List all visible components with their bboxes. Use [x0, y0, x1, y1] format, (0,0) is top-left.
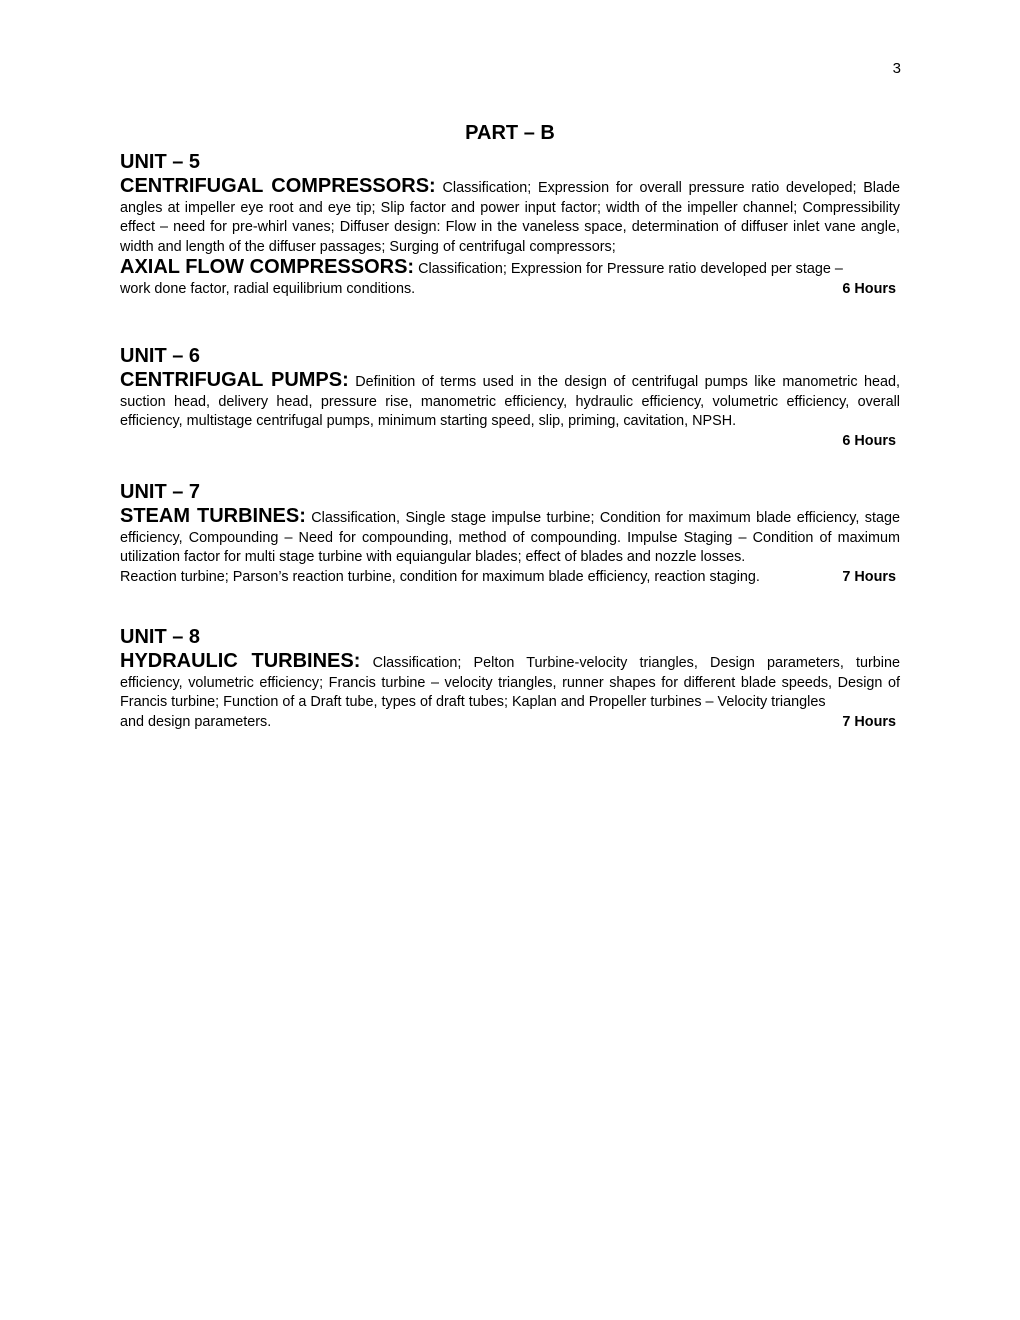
- unit-6-topic: CENTRIFUGAL PUMPS:: [120, 369, 349, 391]
- unit-6-section: [120, 344, 900, 452]
- unit-5-paragraph-2: [120, 257, 900, 280]
- unit-6-hours-row: [120, 432, 900, 452]
- unit-7-topic: STEAM TURBINES:: [120, 505, 306, 527]
- unit-5-last-line-text: work done factor, radial equilibrium conditions.: [120, 280, 416, 297]
- unit-6-paragraph: [120, 370, 900, 432]
- unit-8-heading: UNIT – 8: [120, 626, 201, 648]
- unit-5-heading: UNIT – 5: [120, 151, 201, 173]
- unit-5-paragraph-1: [120, 176, 900, 257]
- part-title: PART – B: [465, 122, 555, 144]
- unit-8-last-line-text: and design parameters.: [120, 713, 272, 730]
- unit-8-text: Classification; Pelton Turbine-velocity triangles, Design parameters, turbine efficiency, volumetric efficiency; Francis turbine – velocity triangles, runner shapes for different blade speeds, Design of Francis turbine; Function of a Draft tube, types of draft tubes; Kaplan and Propeller turbines – Velocity triangles: [120, 655, 901, 711]
- unit-8-section: [120, 625, 900, 733]
- unit-8-last-line: [120, 713, 900, 733]
- unit-7-section: [120, 480, 900, 588]
- unit-5-topic-1: CENTRIFUGAL COMPRESSORS:: [120, 175, 436, 197]
- unit-6-hours: 6 Hours: [842, 432, 896, 449]
- unit-5-text-2: Classification; Expression for Pressure ratio developed per stage –: [414, 261, 843, 278]
- unit-5-topic-2: AXIAL FLOW COMPRESSORS:: [120, 256, 415, 279]
- unit-7-hours: 7 Hours: [842, 568, 896, 585]
- unit-7-heading: UNIT – 7: [120, 481, 201, 503]
- unit-7-last-line-text: Reaction turbine; Parson’s reaction turbine, condition for maximum blade efficiency, reaction staging.: [120, 568, 760, 585]
- page-number: 3: [892, 60, 901, 77]
- unit-5-text-1: Classification; Expression for overall pressure ratio developed; Blade angles at impeller eye root and eye tip; Slip factor and power input factor; width of the impeller channel; Compressibility effect – need for pre-whirl vanes; Diffuser design: Flow in the vaneless space, determination of diffuser inlet vane angle, width and length of the diffuser passages; Surging of centrifugal compressors;: [120, 180, 901, 255]
- unit-6-heading: UNIT – 6: [120, 345, 201, 367]
- unit-8-hours: 7 Hours: [842, 713, 896, 730]
- unit-7-last-line: [120, 568, 900, 588]
- unit-7-text: Classification, Single stage impulse turbine; Condition for maximum blade efficiency, stage efficiency, Compounding – Need for compounding, method of compounding. Impulse Staging – Condition of maximum utilization factor for multi stage turbine with equiangular blades; effect of blades and nozzle losses.: [120, 510, 900, 566]
- unit-5-last-line: [120, 280, 900, 300]
- unit-6-text: Definition of terms used in the design of centrifugal pumps like manometric head, suction head, delivery head, pressure rise, manometric efficiency, hydraulic efficiency, volumetric efficiency, overall efficiency, multistage centrifugal pumps, minimum starting speed, slip, priming, cavitation, NPSH.: [120, 374, 900, 430]
- unit-5-hours: 6 Hours: [842, 280, 896, 297]
- unit-7-paragraph: [120, 506, 900, 568]
- unit-8-topic: HYDRAULIC TURBINES:: [120, 650, 361, 672]
- unit-8-paragraph: [120, 651, 900, 713]
- unit-5-section: [120, 150, 900, 300]
